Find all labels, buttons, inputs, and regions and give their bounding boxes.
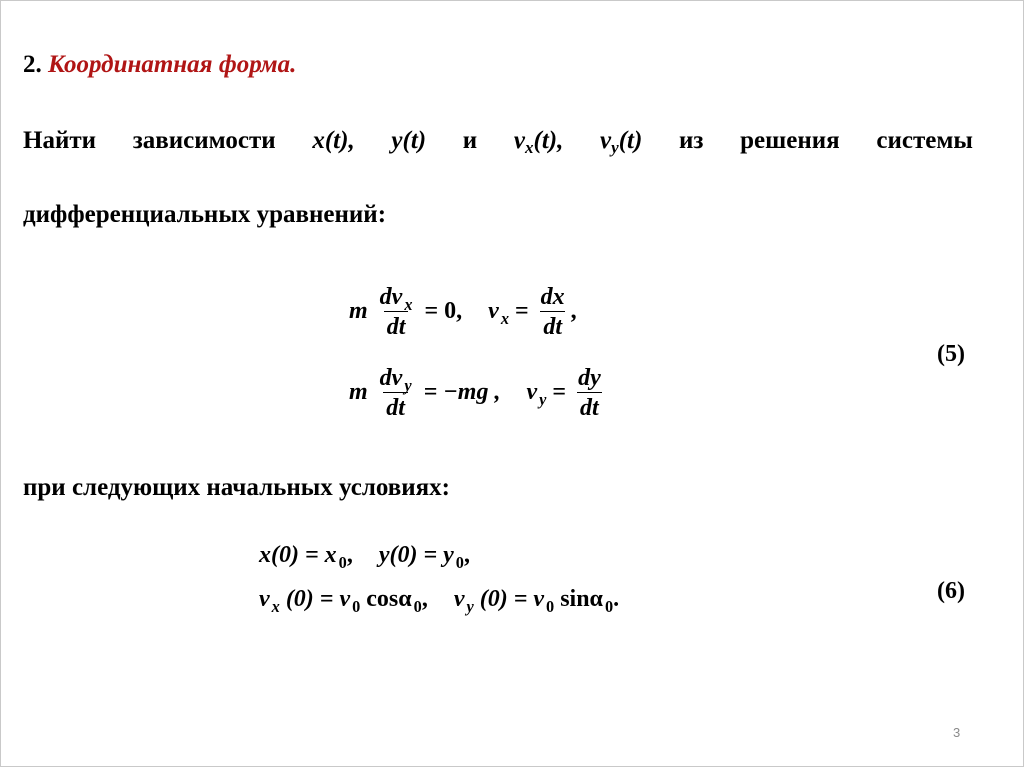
eq-rhs: = 0,	[424, 298, 463, 325]
vx-of-t: $v_x(t)$,	[513, 127, 564, 158]
equation-5b	[349, 364, 607, 423]
fraction: $\frac{dv _x}{dt}$	[379, 284, 413, 340]
intro-word: системы	[876, 127, 973, 154]
section-number: 2.	[23, 51, 42, 78]
equation-6a: x(0) = x $_0$, y(0) = y $_0$,	[259, 542, 470, 572]
conditions-intro: при следующих начальных условиях:	[23, 474, 450, 501]
eq-rhs: = −mg ,	[423, 379, 501, 406]
fraction: $\frac{dv _y}{dt}$	[379, 365, 412, 421]
intro-word: решения	[740, 127, 840, 154]
equation-5a: m $\frac{dv _x}{dt}$ = 0, v $_x$ = $\frac{dx}{dt}$ ,	[349, 284, 577, 340]
intro-word: зависимости	[132, 127, 276, 154]
intro-word: и	[462, 127, 478, 154]
equation-number-6: (6)	[937, 578, 965, 604]
fraction: $\frac{dy}{dt}$	[578, 365, 601, 421]
intro-word: Найти	[23, 127, 97, 154]
y-of-t: y(t)	[391, 127, 427, 154]
intro-word: из	[679, 127, 704, 154]
eq-sign: =	[514, 298, 529, 325]
section-heading	[23, 51, 296, 79]
equation-6b: v $_x$ (0) = v $_0$ cosα $_0$, v $_y$ (0) = v $_0$ sinα $_0$.	[259, 586, 620, 616]
fraction: $\frac{dx}{dt}$	[540, 284, 565, 340]
equation-number-5: (5)	[937, 341, 965, 367]
section-title: Координатная форма.	[48, 51, 297, 78]
vy-of-t: $v_y(t)$	[600, 127, 643, 158]
intro-line-2: дифференциальных уравнений:	[23, 201, 387, 228]
intro-line-1	[23, 127, 973, 158]
eq-var: v $_y$	[526, 379, 547, 409]
x-of-t: x(t),	[312, 127, 355, 154]
eq-sign: =	[552, 379, 567, 406]
eq-var: m	[349, 379, 368, 406]
page-number: 3	[953, 725, 961, 740]
eq-var: v $_x$	[488, 298, 509, 328]
eq-var: m	[349, 298, 368, 325]
